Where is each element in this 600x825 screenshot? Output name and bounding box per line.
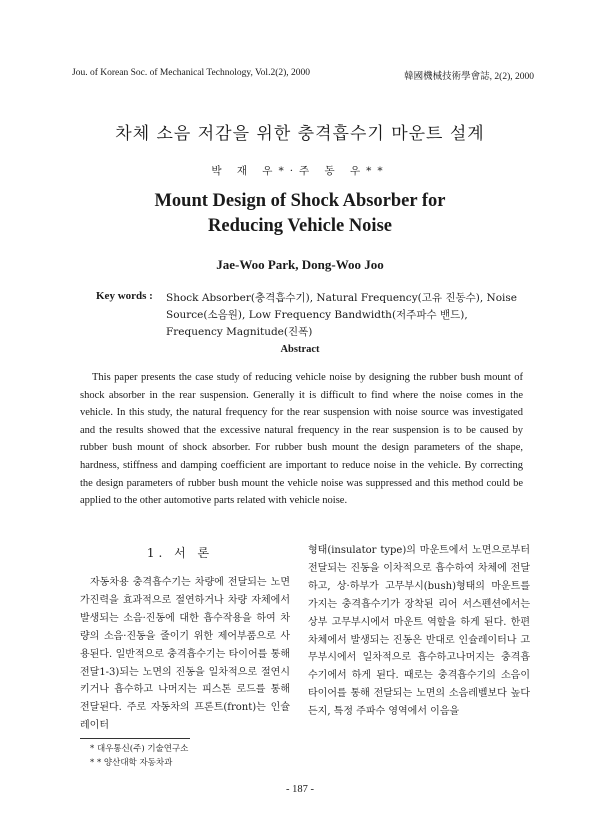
keywords-label: Key words : [96,290,153,302]
abstract-body: This paper presents the case study of reducing vehicle noise by designing the rubber bush mount of shock absorber in the rear suspension. Generally it is difficult to find where the noise comes in the vehicle. In this study, the natural frequency for the rear suspension with noise source was investigated and the results showed that the excessive natural frequency in the rear suspension is to be caused by rubber bush mount of shock absorber. For rubber bush mount the design parameters of the shape, hardness, stiffness and damping coefficient are important to reduce noise in the vehicle. By correcting the design parameters of rubber bush mount the vehicle noise was suppressed and this method could be applied to the other automotive parts related with vehicle noise. [80,372,523,507]
keywords-text: Shock Absorber(충격흡수기), Natural Frequency(고유 진동수), Noise Source(소음원), Low Frequency Bandwidth(저주파수 밴드), Frequency Magnitude(진폭) [166,292,518,338]
footnote-divider [80,738,190,739]
paper-title-english-line2: Reducing Vehicle Noise [208,216,392,236]
paper-title-korean: 차체 소음 저감을 위한 충격흡수기 마운트 설계 [115,124,485,144]
paper-title-english-line1: Mount Design of Shock Absorber for [154,191,446,211]
section-introduction-heading: 1. 서 론 [146,546,214,560]
footnote-affiliation-1: * 대우통신(주) 기술연구소 [90,744,189,754]
body-column-left: 자동차용 충격흡수기는 차량에 전달되는 노면 가진력을 효과적으로 절연하거나 차량 자체에서 발생되는 소음·진동에 대한 흡수작용을 하여 차량의 소음·진동을 줄이기 위한 제어부품으로 사용된다. 일반적으로 충격흡수기는 타이어를 통해 전달1-3)되는 노면의 진동을 일차적으로 절연시키거나 흡수하고 나머지는 피스톤 로드를 통해 전달된다. 주로 자동차의 프론트(front)는 인슐레이터 [80,577,290,732]
abstract-heading: Abstract [280,344,320,355]
body-column-right: 형태(insulator type)의 마운트에서 노면으로부터 전달되는 진동을 이차적으로 흡수하여 차체에 전달하고, 상·하부가 고무부시(bush)형태의 마운트를 가지는 충격흡수기가 장착된 리어 서스펜션에서는 상부 고무부시에서 마운트 역할을 하게 된다. 한편 차체에서 발생되는 진동은 반대로 인슐레이터나 고무부시에서 일차적으로 흡수하고나머지는 충격흡수기에서 하게 된다. 때로는 충격흡수기의 소음이 타이어를 통해 전달되는 노면의 소음레벨보다 높다든지, 특정 주파수 영역에서 이음을 [308,545,530,718]
page-number: - 187 - [286,784,314,795]
journal-header-korean: 韓國機械技術學會誌, 2(2), 2000 [404,72,534,82]
journal-header-english: Jou. of Korean Soc. of Mechanical Technology, Vol.2(2), 2000 [72,68,311,78]
authors-korean: 박 재 우*·주 동 우** [211,165,389,177]
footnote-affiliation-2: * * 양산대학 자동차과 [90,758,173,768]
authors-english: Jae-Woo Park, Dong-Woo Joo [216,257,384,272]
paper-title-english [0,189,600,239]
